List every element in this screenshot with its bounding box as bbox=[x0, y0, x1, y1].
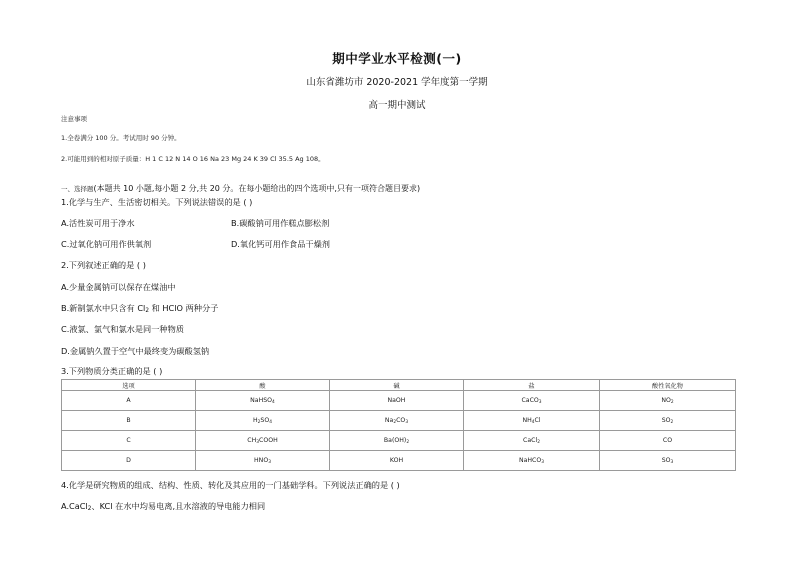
q2-option-d: D.金属钠久置于空气中最终变为碳酸氢钠 bbox=[61, 346, 210, 356]
q2-option-a: A.少量金属钠可以保存在煤油中 bbox=[61, 282, 176, 292]
q2-option-b-sub: 2 bbox=[145, 308, 149, 314]
exam-subtitle: 山东省潍坊市 2020-2021 学年度第一学期 bbox=[306, 77, 488, 88]
table-header-cell: 碱 bbox=[330, 380, 464, 391]
q1-option-d: D.氧化钙可用作食品干燥剂 bbox=[231, 239, 330, 249]
q4-option-a-pre: A.CaCl bbox=[61, 501, 88, 511]
table-cell-oxide: CO bbox=[600, 431, 736, 451]
table-cell-option: D bbox=[62, 451, 196, 471]
table-cell-option: C bbox=[62, 431, 196, 451]
table-cell-acid: $HNO_3$ bbox=[196, 451, 330, 471]
table-cell-base: $Na_2CO_3$ bbox=[330, 411, 464, 431]
table-row bbox=[62, 451, 736, 471]
notes-item-1: 1.全卷满分 100 分。考试用时 90 分钟。 bbox=[61, 134, 181, 142]
classification-table bbox=[61, 379, 736, 471]
table-cell-salt: $NH_4Cl$ bbox=[464, 411, 600, 431]
q2-option-b-pre: B.新制氯水中只含有 Cl bbox=[61, 303, 146, 313]
table-cell-salt: CaCl$_2$ bbox=[464, 431, 600, 451]
q2-stem: 2.下列叙述正确的是 ( ) bbox=[61, 260, 146, 270]
table-cell-option: B bbox=[62, 411, 196, 431]
table-cell-base: $Ba(OH)_2$ bbox=[330, 431, 464, 451]
q2-option-b-post: 和 HClO 两种分子 bbox=[148, 303, 219, 313]
table-header-cell: 选项 bbox=[62, 380, 196, 391]
table-header-cell: 酸 bbox=[196, 380, 330, 391]
q1-option-a: A.活性炭可用于净水 bbox=[61, 218, 135, 228]
section-1-heading bbox=[61, 178, 420, 194]
section-1-text: (本题共 10 小题,每小题 2 分,共 20 分。在每小题给出的四个选项中,只有一项符合题目要求) bbox=[93, 184, 421, 193]
table-header-cell: 盐 bbox=[464, 380, 600, 391]
table-row bbox=[62, 391, 736, 411]
q4-option-a-sub: 2 bbox=[87, 506, 92, 512]
table-cell-oxide: $SO_2$ bbox=[600, 411, 736, 431]
table-cell-base: KOH bbox=[330, 451, 464, 471]
page-title: 期中学业水平检测(一) bbox=[332, 51, 462, 66]
table-cell-acid: NaHSO$_4$ bbox=[196, 391, 330, 411]
q4-option-a bbox=[61, 502, 265, 510]
table-cell-oxide: $SO_3$ bbox=[600, 451, 736, 471]
q1-option-c: C.过氧化钠可用作供氧剂 bbox=[61, 239, 152, 249]
notes-heading: 注意事项 bbox=[61, 115, 87, 123]
exam-name: 高一期中测试 bbox=[368, 100, 426, 111]
table-header-row bbox=[62, 380, 736, 391]
notes-item-2: 2.可能用到的相对原子质量：H 1 C 12 N 14 O 16 Na 23 Mg 24 K 39 Cl 35.5 Ag 108。 bbox=[61, 155, 325, 163]
table-cell-salt: NaHCO$_3$ bbox=[464, 451, 600, 471]
section-1-prefix: 一、选择题 bbox=[61, 185, 94, 193]
q1-stem: 1.化学与生产、生活密切相关。下列说法错误的是 ( ) bbox=[61, 197, 253, 207]
table-row bbox=[62, 431, 736, 451]
table-cell-salt: CaCO$_3$ bbox=[464, 391, 600, 411]
q1-option-b: B.碳酸钠可用作糕点膨松剂 bbox=[231, 218, 330, 228]
q3-stem: 3.下列物质分类正确的是 ( ) bbox=[61, 366, 163, 376]
q2-option-b bbox=[61, 304, 218, 312]
table-cell-base: NaOH bbox=[330, 391, 464, 411]
q2-option-c: C.液氯、氯气和氯水是同一种物质 bbox=[61, 324, 184, 334]
q4-option-a-post: 、KCl 在水中均易电离,且水溶液的导电能力相同 bbox=[91, 501, 266, 511]
table-cell-option: A bbox=[62, 391, 196, 411]
table-cell-acid: $H_2SO_4$ bbox=[196, 411, 330, 431]
q4-stem: 4.化学是研究物质的组成、结构、性质、转化及其应用的一门基础学科。下列说法正确的是 ( ) bbox=[61, 480, 400, 490]
table-header-cell: 酸性氧化物 bbox=[600, 380, 736, 391]
table-cell-acid: $CH_3COOH$ bbox=[196, 431, 330, 451]
table-cell-oxide: $NO_2$ bbox=[600, 391, 736, 411]
table-row bbox=[62, 411, 736, 431]
